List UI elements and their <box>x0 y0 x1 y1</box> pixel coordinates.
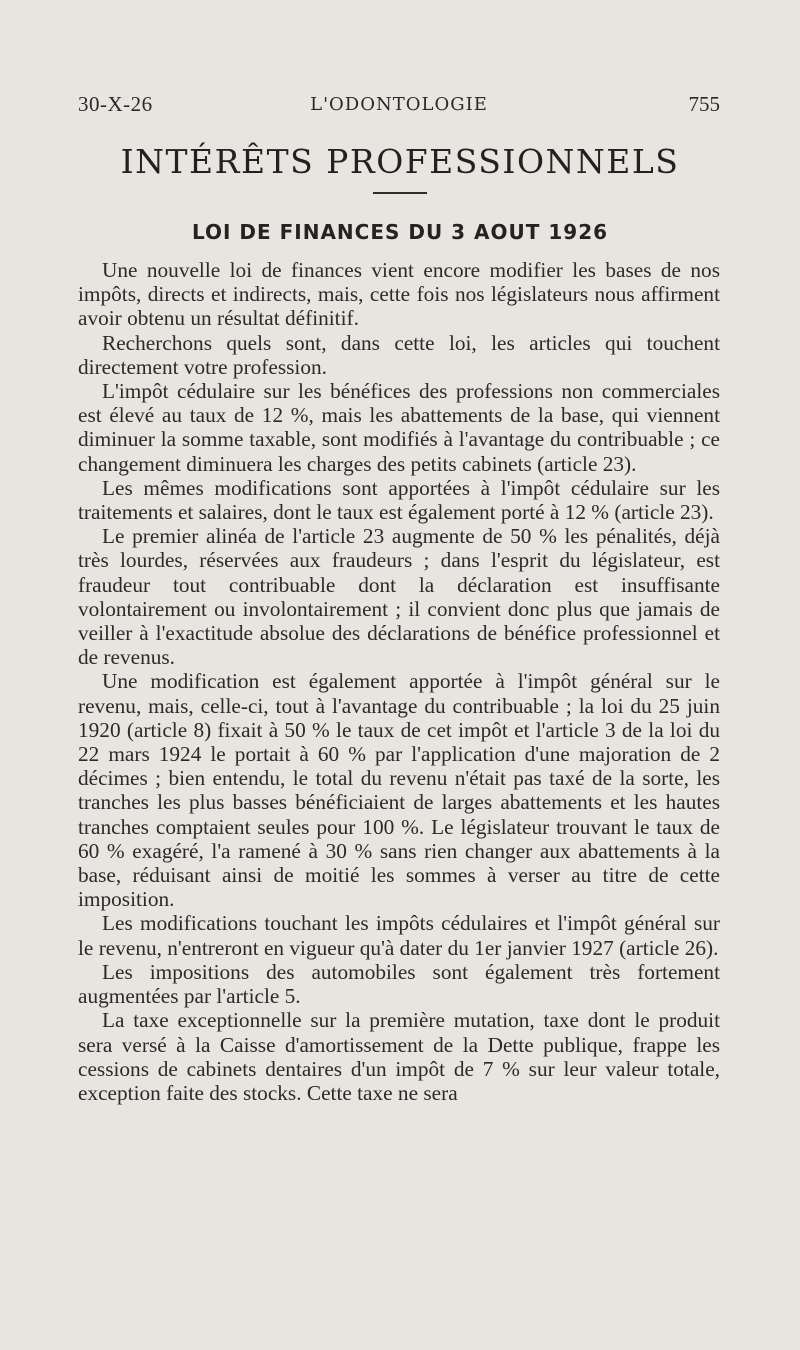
paragraph: L'impôt cédulaire sur les bénéfices des professions non commerciales est élevé au taux de 12 %, mais les abattements de la base, qui viennent diminuer la somme taxable, sont modifiés à l'avantage du contribuable ; ce changement diminuera les charges des petits cabinets (article 23). <box>78 379 720 476</box>
running-header <box>78 92 720 122</box>
paragraph: Les mêmes modifications sont apportées à l'impôt cédulaire sur les traitements et salaires, dont le taux est également porté à 12 % (article 23). <box>78 475 720 525</box>
header-page-number: 755 <box>688 92 720 116</box>
header-journal-title: L'ODONTOLOGIE <box>310 94 488 115</box>
paragraph: Une modification est également apportée à l'impôt général sur le revenu, mais, celle-ci, tout à l'avantage du contribuable ; la loi du 25 juin 1920 (article 8) fixait à 50 % le taux de cet impôt et l'article 3 de la loi du 22 mars 1924 le portait à 60 % par l'application d'une majoration de 2 décimes ; bien entendu, le total du revenu n'était pas taxé de la sorte, les tranches les plus basses bénéficiaient de larges abattements et les hautes tranches comptaient seules pour 100 %. Le législateur trouvant le taux de 60 % exagéré, l'a ramené à 30 % sans rien changer aux abattements à la base, réduisant ainsi de moitié les sommes à verser au titre de cette imposition. <box>78 669 720 912</box>
header-date: 30-X-26 <box>78 92 153 116</box>
title-divider <box>373 192 427 194</box>
article-title: LOI DE FINANCES DU 3 AOUT 1926 <box>191 220 609 244</box>
paragraph: Le premier alinéa de l'article 23 augmente de 50 % les pénalités, déjà très lourdes, réservées aux fraudeurs ; dans l'esprit du législateur, est fraudeur tout contribuable dont la déclaration est insuffisante volontairement ou involontairement ; il convient donc plus que jamais de veiller à l'exactitude absolue des déclarations de bénéfice professionnel et de revenus. <box>78 524 720 670</box>
article-body <box>78 258 720 1105</box>
paragraph: Les impositions des automobiles sont également très fortement augmentées par l'article 5. <box>78 959 720 1009</box>
paragraph: La taxe exceptionnelle sur la première mutation, taxe dont le produit sera versé à la Caisse d'amortissement de la Dette publique, frappe les cessions de cabinets dentaires d'un impôt de 7 % sur leur valeur totale, exception faite des stocks. Cette taxe ne sera <box>78 1008 720 1105</box>
paragraph: Une nouvelle loi de finances vient encore modifier les bases de nos impôts, directs et indirects, mais, cette fois nos législateurs nous affirment avoir obtenu un résultat définitif. <box>78 258 720 331</box>
paragraph: Recherchons quels sont, dans cette loi, les articles qui touchent directement votre profession. <box>78 330 720 379</box>
paragraph: Les modifications touchant les impôts cédulaires et l'impôt général sur le revenu, n'entreront en vigueur qu'à dater du 1er janvier 1927 (article 26). <box>78 911 720 960</box>
section-title: INTÉRÊTS PROFESSIONNELS <box>120 142 680 181</box>
